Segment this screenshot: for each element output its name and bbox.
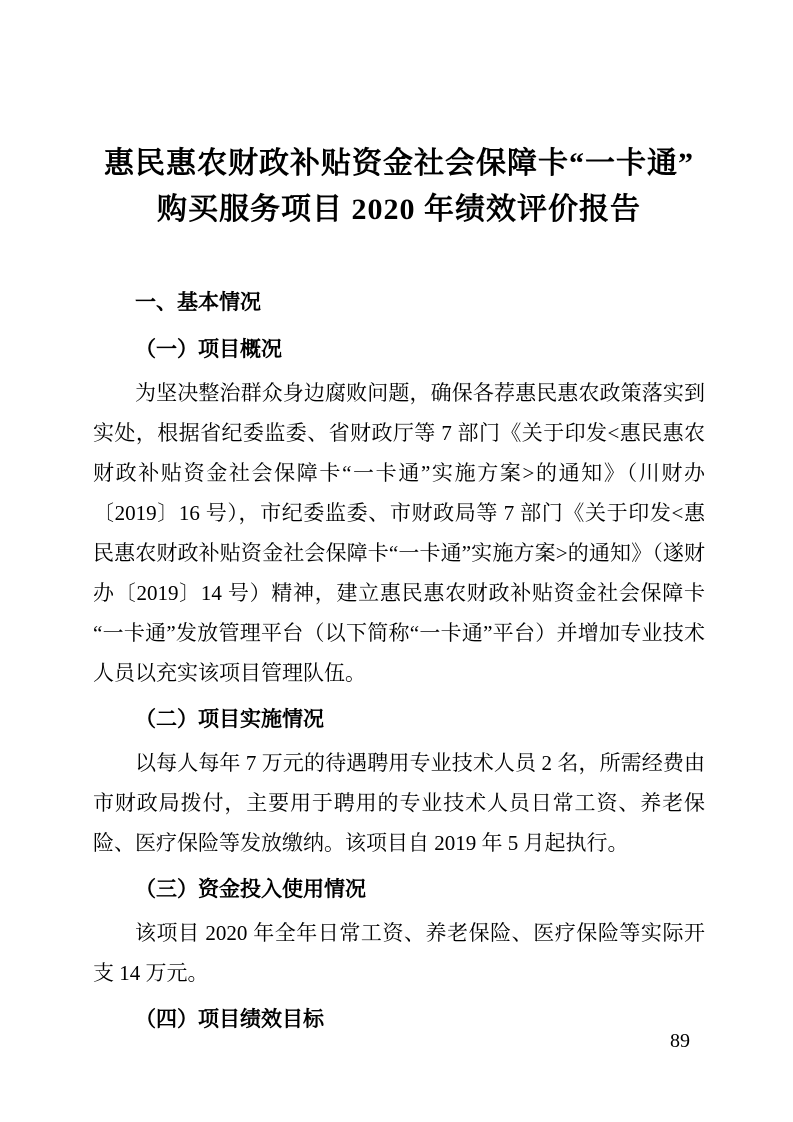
- paragraph-fund-usage: 该项目 2020 年全年日常工资、养老保险、医疗保险等实际开支 14 万元。: [93, 921, 705, 985]
- subsection-heading-implementation: （二）项目实施情况: [135, 707, 324, 731]
- subsection-heading-performance-goal: （四）项目绩效目标: [135, 1007, 324, 1031]
- report-title: [93, 141, 705, 233]
- subsection-heading-project-overview: （一）项目概况: [135, 337, 282, 361]
- report-title-line1: 惠民惠农财政补贴资金社会保障卡“一卡通”: [104, 147, 694, 180]
- paragraph-implementation: 以每人每年 7 万元的待遇聘用专业技术人员 2 名，所需经费由市财政局拨付，主要用于聘用的专业技术人员日常工资、养老保险、医疗保险等发放缴纳。该项目自 2019 年 5 月起执行。: [93, 751, 705, 855]
- subsection-heading-fund-usage: （三）资金投入使用情况: [135, 877, 366, 901]
- paragraph-project-overview: 为坚决整治群众身边腐败问题，确保各荐惠民惠农政策落实到实处，根据省纪委监委、省财政厅等 7 部门《关于印发<惠民惠农财政补贴资金社会保障卡“一卡通”实施方案>的通知》（川财办〔2019〕16 号），市纪委监委、市财政局等 7 部门《关于印发<惠民惠农财政补贴资金社会保障卡“一卡通”实施方案>的通知》（遂财办〔2019〕14 号）精神，建立惠民惠农财政补贴资金社会保障卡“一卡通”发放管理平台（以下简称“一卡通”平台）并增加专业技术人员以充实该项目管理队伍。: [93, 381, 705, 685]
- page-number: 89: [670, 1030, 690, 1052]
- report-title-line2: 购买服务项目 2020 年绩效评价报告: [157, 193, 641, 226]
- section-heading-basic-info: 一、基本情况: [135, 291, 261, 314]
